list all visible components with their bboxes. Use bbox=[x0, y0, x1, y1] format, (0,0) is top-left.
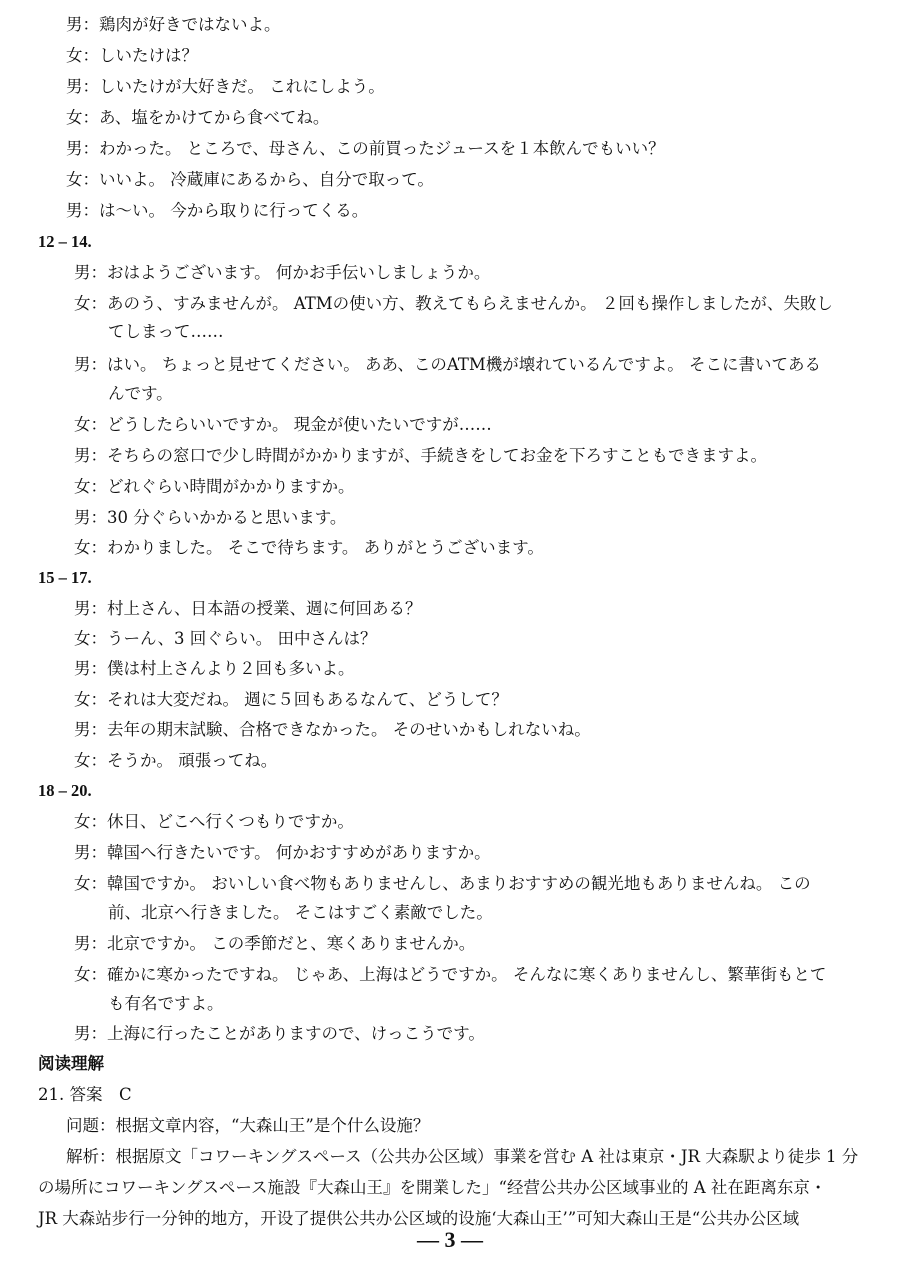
dialogue-line: 男：おはようございます。 何かお手伝いしましょうか。 bbox=[74, 263, 491, 282]
dialogue-line: 男：しいたけが大好きだ。 これにしよう。 bbox=[66, 77, 385, 96]
dialogue-line: 男：そちらの窓口で少し時間がかかりますが、手続きをしてお金を下ろすこともできますよ。 bbox=[74, 446, 767, 465]
dialogue-line: 女：わかりました。 そこで待ちます。 ありがとうございます。 bbox=[74, 538, 544, 557]
dialogue-line: 女：韓国ですか。 おいしい食べ物もありませんし、あまりおすすめの観光地もありませんね。 この bbox=[74, 874, 811, 893]
analysis-line: JR 大森站步行一分钟的地方，开设了提供公共办公区域的设施‘大森山王’”可知大森山王是“公共办公区域 bbox=[38, 1209, 800, 1228]
dialogue-line: 女：あ、塩をかけてから食べてね。 bbox=[66, 108, 330, 127]
dialogue-line: 男：わかった。 ところで、母さん、この前買ったジュースを１本飲んでもいい？ bbox=[66, 139, 665, 158]
dialogue-line: 女：どうしたらいいですか。 現金が使いたいですが…… bbox=[74, 415, 492, 434]
dialogue-label: 18 – 20. bbox=[38, 781, 92, 800]
dialogue-line: 男：鶏肉が好きではないよ。 bbox=[66, 15, 281, 34]
dialogue-line: 女：しいたけは？ bbox=[66, 46, 198, 65]
question-line: 问题：根据文章内容，“大森山王”是个什么设施？ bbox=[66, 1116, 430, 1135]
section-heading: 阅读理解 bbox=[38, 1054, 104, 1073]
dialogue-line: 女：あのう、すみませんが。 ATMの使い方、教えてもらえませんか。 ２回も操作しましたが、失敗し bbox=[74, 294, 833, 313]
dialogue-line: 男：僕は村上さんより２回も多いよ。 bbox=[74, 659, 355, 678]
dialogue-line-continuation: も有名ですよ。 bbox=[108, 994, 224, 1013]
dialogue-line: 男：上海に行ったことがありますので、けっこうです。 bbox=[74, 1024, 485, 1043]
dialogue-label: 12 – 14. bbox=[38, 232, 92, 251]
dialogue-line: 男：韓国へ行きたいです。 何かおすすめがありますか。 bbox=[74, 843, 491, 862]
dialogue-label: 15 – 17. bbox=[38, 568, 92, 587]
dialogue-line: 女：そうか。 頑張ってね。 bbox=[74, 751, 278, 770]
analysis-line: 解析：根据原文「コワーキングスペース（公共办公区域）事業を営む A 社は東京・JR 大森駅より徒歩 1 分 bbox=[66, 1147, 859, 1166]
answer-line: 21. 答案 C bbox=[38, 1085, 132, 1104]
dialogue-line: 男：はい。 ちょっと見せてください。 ああ、このATM機が壊れているんですよ。 そこに書いてある bbox=[74, 355, 821, 374]
dialogue-line-continuation: んです。 bbox=[108, 384, 173, 403]
dialogue-line: 男：30 分ぐらいかかると思います。 bbox=[74, 508, 347, 527]
dialogue-line: 女：どれぐらい時間がかかりますか。 bbox=[74, 477, 355, 496]
dialogue-line: 男：北京ですか。 この季節だと、寒くありませんか。 bbox=[74, 934, 476, 953]
dialogue-line: 男：去年の期末試験、合格できなかった。 そのせいかもしれないね。 bbox=[74, 720, 591, 739]
page-number: — 3 — bbox=[417, 1227, 483, 1252]
dialogue-line: 女：うーん、3 回ぐらい。 田中さんは？ bbox=[74, 629, 377, 648]
analysis-line: の場所にコワーキングスペース施設『大森山王』を開業した」“经营公共办公区域事业的 A 社在距离东京・ bbox=[38, 1178, 827, 1197]
dialogue-line: 女：いいよ。 冷蔵庫にあるから、自分で取って。 bbox=[66, 170, 434, 189]
dialogue-line-continuation: 前、北京へ行きました。 そこはすごく素敵でした。 bbox=[108, 903, 493, 922]
dialogue-line: 女：確かに寒かったですね。 じゃあ、上海はどうですか。 そんなに寒くありませんし、繁華街もとて bbox=[74, 965, 827, 984]
dialogue-line: 男：は～い。 今から取りに行ってくる。 bbox=[66, 201, 369, 220]
dialogue-line: 男：村上さん、日本語の授業、週に何回ある？ bbox=[74, 599, 422, 618]
dialogue-line: 女：休日、どこへ行くつもりですか。 bbox=[74, 812, 354, 831]
dialogue-line-continuation: てしまって…… bbox=[108, 322, 224, 341]
dialogue-line: 女：それは大変だね。 週に５回もあるなんて、どうして？ bbox=[74, 690, 508, 709]
